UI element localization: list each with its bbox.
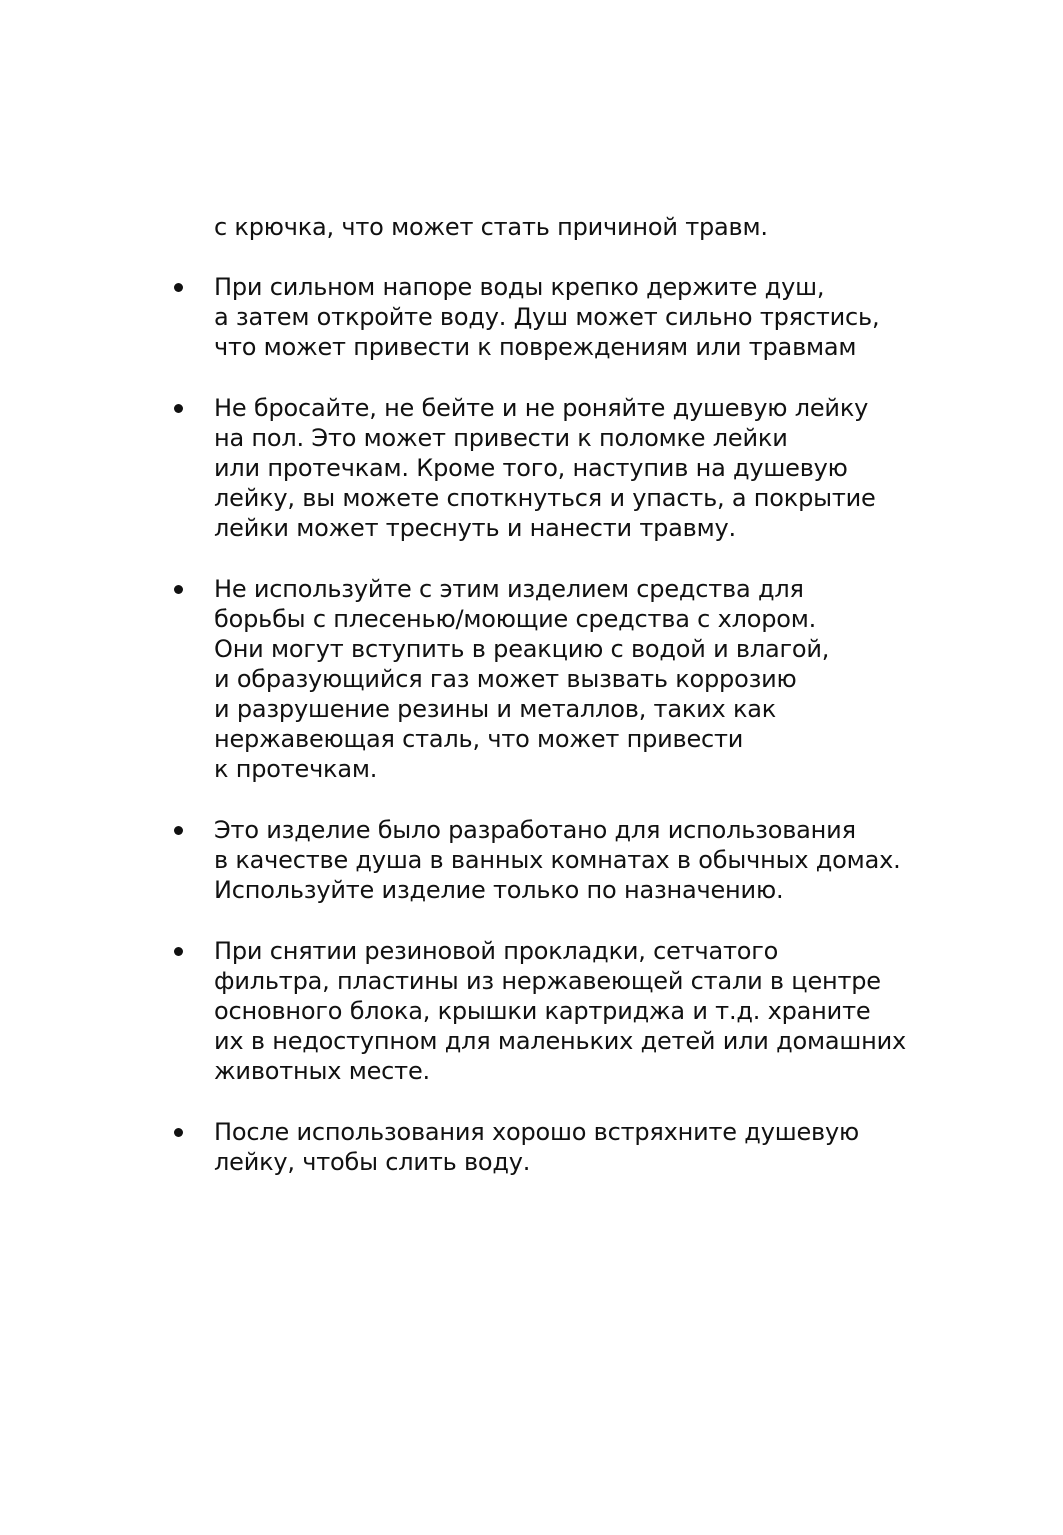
text-line: к протечкам.: [214, 755, 378, 783]
bullet-icon: [174, 826, 183, 835]
bullet-icon: [174, 283, 183, 292]
text-line: нержавеющая сталь, что может привести: [214, 725, 744, 753]
text-line: с крючка, что может стать причиной травм.: [214, 213, 768, 241]
text-line: При снятии резиновой прокладки, сетчатого: [214, 937, 779, 965]
bullet-icon: [174, 1128, 183, 1137]
text-line: фильтра, пластины из нержавеющей стали в центре: [214, 967, 881, 995]
text-line: и разрушение резины и металлов, таких как: [214, 695, 777, 723]
bullet-item-intended-use: [214, 815, 914, 905]
text-line: основного блока, крышки картриджа и т.д. храните: [214, 997, 871, 1025]
text-line: Используйте изделие только по назначению.: [214, 876, 784, 904]
bullet-item-small-parts-storage: [214, 936, 914, 1086]
bullet-icon: [174, 585, 183, 594]
instructions-text: [214, 212, 914, 1208]
text-line: После использования хорошо встряхните душевую: [214, 1118, 859, 1146]
bullet-item-shake-after-use: [214, 1117, 914, 1177]
text-line: лейки может треснуть и нанести травму.: [214, 514, 736, 542]
text-line: что может привести к повреждениям или травмам: [214, 333, 857, 361]
text-line: в качестве душа в ванных комнатах в обычных домах.: [214, 846, 901, 874]
text-line: животных месте.: [214, 1057, 430, 1085]
text-line: лейку, чтобы слить воду.: [214, 1148, 531, 1176]
continuation-paragraph: [214, 212, 914, 242]
text-line: на пол. Это может привести к поломке лейки: [214, 424, 788, 452]
text-line: Не используйте с этим изделием средства для: [214, 575, 804, 603]
text-line: борьбы с плесенью/моющие средства с хлором.: [214, 605, 817, 633]
bullet-item-do-not-drop: [214, 393, 914, 543]
text-line: а затем откройте воду. Душ может сильно трястись,: [214, 303, 880, 331]
bullet-item-no-chlorine-cleaners: [214, 574, 914, 784]
bullet-icon: [174, 947, 183, 956]
text-line: лейку, вы можете споткнуться и упасть, а покрытие: [214, 484, 876, 512]
text-line: Они могут вступить в реакцию с водой и влагой,: [214, 635, 830, 663]
text-line: или протечкам. Кроме того, наступив на душевую: [214, 454, 848, 482]
bullet-icon: [174, 404, 183, 413]
text-line: Это изделие было разработано для использования: [214, 816, 856, 844]
bullet-item-strong-water-pressure: [214, 272, 914, 362]
text-line: При сильном напоре воды крепко держите душ,: [214, 273, 825, 301]
text-line: Не бросайте, не бейте и не роняйте душевую лейку: [214, 394, 869, 422]
text-line: и образующийся газ может вызвать коррозию: [214, 665, 797, 693]
text-line: их в недоступном для маленьких детей или домашних: [214, 1027, 907, 1055]
